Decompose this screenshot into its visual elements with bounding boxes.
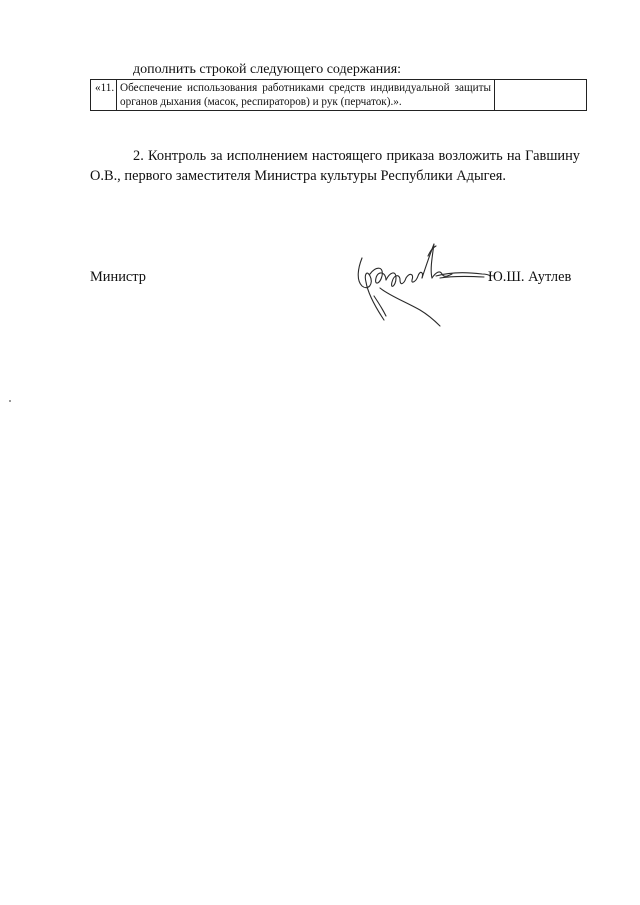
signer-title: Министр [90,269,146,285]
intro-line: дополнить строкой следующего содержания: [133,62,402,77]
paragraph-2: 2. Контроль за исполнением настоящего приказа возложить на Гавшину О.В., первого заместителя Министра культуры Республики Адыгея. [90,148,580,184]
table-row [91,80,587,111]
row-number-cell: «11. [91,80,117,111]
row-empty-cell [495,80,587,111]
amendment-table [90,79,587,111]
scan-speck [9,400,11,402]
signer-name: Ю.Ш. Аутлев [488,269,572,285]
signature-icon [340,236,490,331]
row-text-cell: Обеспечение использования работниками средств индивидуальной защиты органов дыхания (масок, респираторов) и рук (перчаток).». [117,80,495,111]
